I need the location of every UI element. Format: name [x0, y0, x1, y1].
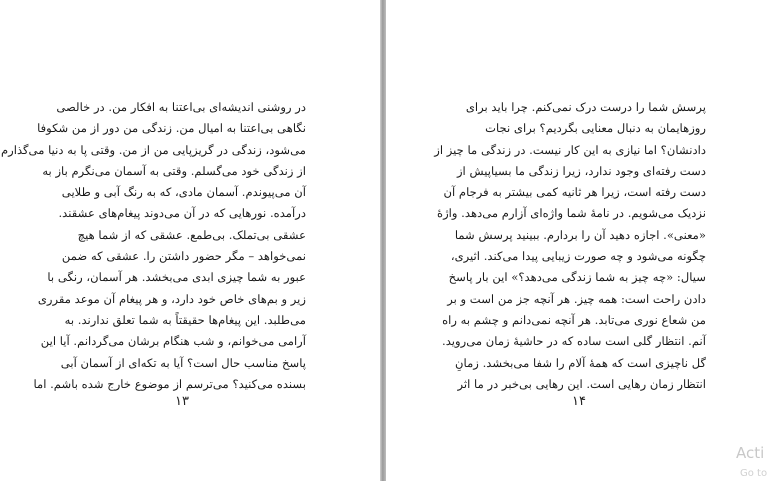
text-line: نمی‌خواهد – مگر حضور داشتن را. عشقی که ضمن: [61, 249, 306, 264]
text-line: دادنشان؟ اما نیازی به این کار نیست. در زندگی ما چیز از: [434, 142, 706, 157]
right-page: [386, 0, 768, 481]
right-page-text: [434, 97, 706, 395]
text-line: بسنده می‌کنید؟ می‌ترسم از موضوع خارج شده باشم. اما: [33, 376, 306, 391]
text-line: می‌طلبد. این پیغام‌ها حقیقتاً به شما تعلق ندارند. به: [64, 312, 306, 327]
left-page: [0, 0, 380, 481]
text-line: می‌شود، زندگی در گریزپایی من از من. وقتی پا به دنیا می‌گذارم: [0, 142, 306, 157]
activation-watermark-sub: Go to: [740, 468, 768, 479]
text-line: من شعاع نوری می‌تابد. هر آنچه نمی‌دانم و چشم به راه: [442, 312, 706, 327]
text-line: پاسخ مناسب حال است؟ آیا به تکه‌ای از آسمان آبی: [60, 355, 306, 370]
text-line: گل ناچیزی است که همهٔ آلام را شفا می‌بخشد. زمانِ: [455, 355, 706, 370]
text-line: آنم. انتظار گلی است ساده که در حاشیهٔ زمان می‌روید.: [442, 334, 706, 349]
text-line: دست رفته است، زیرا هر ثانیه کمی بیشتر به فرجام آن: [443, 185, 706, 200]
text-line: عشقی بی‌تملک. بی‌طمع. عشقی که از شما هیچ: [77, 227, 306, 242]
text-line: نگاهی بی‌اعتنا به امیال من. زندگی من دور از من شکوفا: [37, 121, 306, 136]
text-line: آن می‌پیوندم. آسمان مادی، که به رنگ آبی و طلایی: [61, 185, 306, 200]
text-line: پرسش شما را درست درک نمی‌کنم. چرا باید برای: [465, 100, 706, 114]
page-number-right: ۱۴: [572, 394, 586, 409]
left-page-text: [0, 97, 306, 395]
text-line: زیر و بم‌های خاص خود دارد، و هر پیغام آن موعد مقرری: [37, 291, 306, 306]
page-number-left: ۱۳: [175, 394, 189, 409]
text-line: دست رفته‌ای وجود ندارد، زیرا زندگی ما بسیاپیش از: [456, 163, 706, 178]
text-line: نزدیک می‌شویم. در نامهٔ شما واژه‌ای آزارم می‌دهد. واژهٔ: [437, 206, 706, 221]
text-line: سیال: «چه چیز به شما زندگی می‌دهد؟» این بار پاسخ: [448, 270, 706, 285]
text-line: روزهایمان به دنبال معنایی بگردیم؟ برای نجات: [485, 121, 706, 136]
text-line: درآمده. نورهایی که در آن می‌دوند پیغام‌های عشقند.: [58, 206, 306, 221]
text-line: چگونه می‌شود و چه صورت زیبایی پیدا می‌کند. اثیری،: [450, 249, 706, 264]
activation-watermark: Acti: [736, 444, 765, 462]
text-line: آرامی می‌خوانم، و شب هنگام برشان می‌گردانم. آیا این: [40, 334, 306, 349]
text-line: از زندگی خود می‌گسلم. وقتی به آسمان می‌نگرم باز به: [42, 163, 306, 178]
text-line: در روشنی اندیشه‌ای بی‌اعتنا به افکار من. در خالصی: [56, 100, 306, 114]
text-line: عبور به شما چیزی ابدی می‌بخشد. هر آسمان، رنگی با: [47, 270, 306, 285]
text-line: دادن راحت است: همه چیز. هر آنچه جز من است و بر: [447, 291, 706, 306]
text-line: انتظار زمان رهایی است. این رهایی بی‌خبر در ما اثر: [457, 376, 706, 391]
text-line: «معنی». اجازه دهید آن را بردارم. ببینید پرسش شما: [454, 227, 706, 242]
